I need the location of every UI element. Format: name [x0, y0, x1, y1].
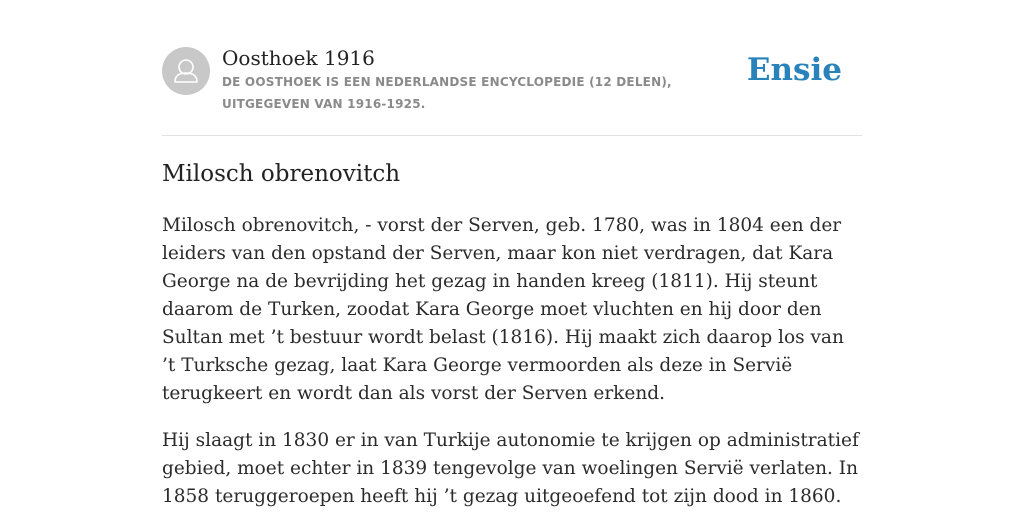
article-paragraph: Hij slaagt in 1830 er in van Turkije autonomie te krijgen op administratief gebied, moet echter in 1839 tengevolge van woelingen Servië verlaten. In 1858 teruggeroepen heeft hij ’t gezag uitgeoefend tot zijn dood in 1860.: [162, 430, 859, 507]
article-container: [162, 0, 862, 507]
article-paragraph: Milosch obrenovitch, - vorst der Serven, geb. 1780, was in 1804 een der leiders van den opstand der Serven, maar kon niet verdragen, dat Kara George na de bevrijding het gezag in handen kreeg (1811). Hij steunt daarom de Turken, zoodat Kara George moet vluchten en hij door den Sultan met ’t bestuur wordt belast (1816). Hij maakt zich daarop los van ’t Turksche gezag, laat Kara George vermoorden als deze in Servië terugkeert en wordt dan als vorst der Serven erkend.: [162, 215, 844, 404]
source-description: DE OOSTHOEK IS EEN NEDERLANDSE ENCYCLOPEDIE (12 DELEN), UITGEGEVEN VAN 1916-1925.: [222, 75, 672, 111]
source-info: [222, 45, 762, 115]
user-icon: [162, 47, 210, 95]
article-title: Milosch obrenovitch: [162, 161, 401, 187]
source-header: [162, 0, 862, 136]
source-title[interactable]: Oosthoek 1916: [222, 46, 375, 70]
ensie-logo-link[interactable]: Ensie: [746, 52, 842, 88]
avatar[interactable]: [162, 47, 210, 95]
article-body: [162, 212, 862, 512]
